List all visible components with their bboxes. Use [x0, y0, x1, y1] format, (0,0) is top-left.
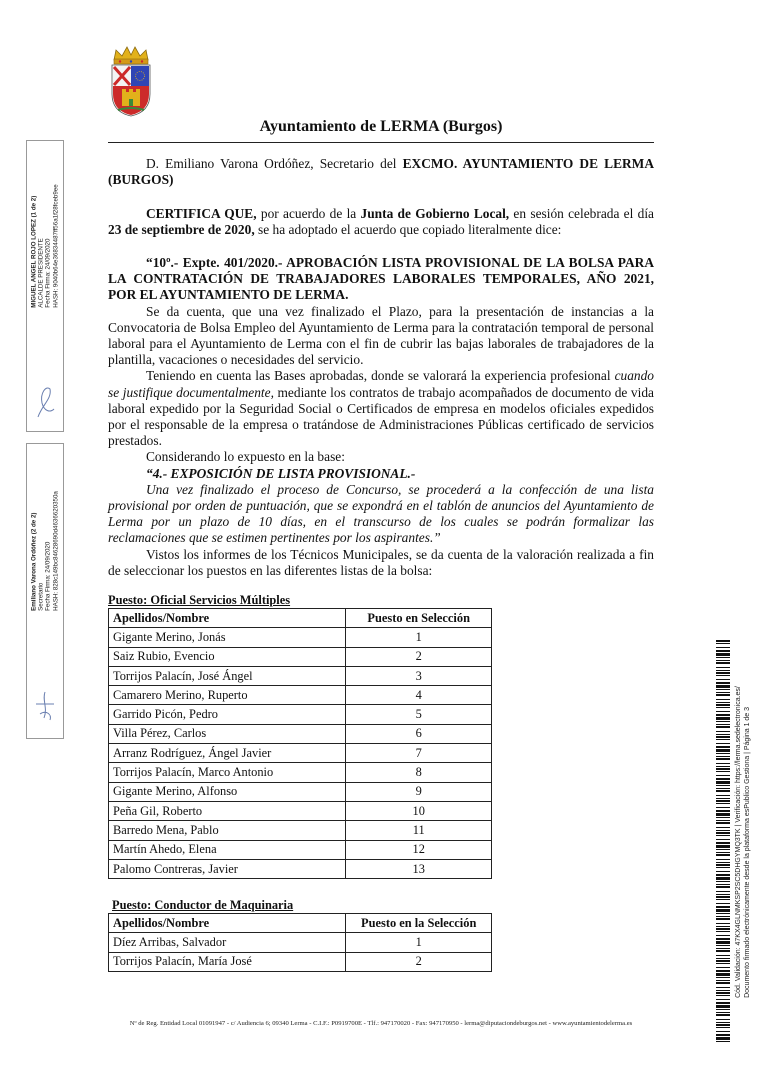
intro-lead: D. Emiliano Varona Ordóñez, Secretario del — [146, 156, 403, 171]
agreement-paragraph-1: Se da cuenta, que una vez finalizado el Plazo, para la presentación de instancias a la Convocatoria de Bolsa Empleo del Ayuntamiento de Lerma para la contratación temporal de personal laboral para el Ayuntamiento de Lerma con el fin de cubrir las bajas laborales de trabajadores de la plantilla, vacaciones o necesidades del servicio. — [108, 303, 654, 368]
barcode-bar — [716, 886, 730, 888]
barcode-bar — [716, 810, 730, 812]
barcode-bar — [716, 813, 730, 816]
barcode-bar — [716, 867, 730, 868]
table-header-row — [109, 914, 492, 933]
base-quote: Una vez finalizado el proceso de Concurso, se procederá a la confección de una lista provisional por orden de puntuación, que se expondrá en el tablón de anuncios del Ayuntamiento de Lerma por un plazo de 10 días, en el transcurso de los cuales se podrán formalizar las reclamaciones que se estimen pertinentes por los aspirantes.” — [108, 481, 654, 546]
cell-position: 9 — [346, 782, 492, 801]
barcode-bar — [716, 724, 730, 725]
table-row — [109, 782, 492, 801]
verification-text — [734, 686, 752, 998]
barcode-bar — [716, 970, 730, 972]
barcode-bar — [716, 852, 730, 853]
barcode-bar — [716, 909, 730, 912]
barcode-bar — [716, 731, 730, 732]
cell-position: 11 — [346, 821, 492, 840]
table-row — [109, 724, 492, 743]
column-header-name: Apellidos/Nombre — [109, 609, 346, 628]
barcode-bar — [716, 721, 730, 722]
open-quote: “ — [146, 255, 153, 270]
column-header-name: Apellidos/Nombre — [109, 914, 346, 933]
barcode-bar — [716, 640, 730, 642]
barcode-bar — [716, 923, 730, 924]
barcode-bar — [716, 807, 730, 808]
barcode-bar — [716, 854, 730, 856]
barcode-bar — [716, 781, 730, 784]
barcode-bar — [716, 1031, 730, 1032]
verification-line-2: Documento firmado electrónicamente desde la plataforma esPublico Gestiona | Página 1 de 3 — [744, 706, 751, 998]
barcode-bar — [716, 926, 730, 927]
cell-position: 1 — [346, 933, 492, 952]
agreement-title-text: 10º.- Expte. 401/2020.- APROBACIÓN LISTA PROVISIONAL DE LA BOLSA PARA LA CONTRATACIÓN DE TRABAJADORES LABORALES TEMPORALES, AÑO 2021, POR EL AYUNTAMIENTO DE LERMA. — [108, 255, 654, 303]
barcode-bar — [716, 768, 730, 770]
barcode-bar — [716, 820, 730, 821]
table-row — [109, 859, 492, 878]
barcode-bar — [716, 928, 730, 930]
barcode-bar — [716, 717, 730, 720]
cell-name: Gigante Merino, Jonás — [109, 628, 346, 647]
footer-text: Nº de Reg. Entidad Local 01091947 - c/ Audiencia 6; 09340 Lerma - C.I.F.: P0919700E - Tlf.: 947170020 - Fax: 947170950 - lerma@diputaciondeburgos.net - www.ayuntamientodelerma.es — [129, 1020, 633, 1027]
barcode-bar — [716, 692, 730, 693]
cell-name: Arranz Rodríguez, Ángel Javier — [109, 744, 346, 763]
barcode-bar — [716, 992, 730, 994]
barcode-bar — [716, 1037, 730, 1040]
certify-date: 23 de septiembre de 2020, — [108, 222, 255, 238]
barcode-bar — [716, 881, 730, 882]
barcode-bar — [716, 830, 730, 831]
barcode-bar — [716, 916, 730, 917]
barcode-bar — [716, 980, 730, 981]
barcode-bar — [716, 667, 730, 668]
barcode-bar — [716, 941, 730, 944]
barcode-bar — [716, 859, 730, 860]
barcode-bar — [716, 694, 730, 696]
barcode-bar — [716, 726, 730, 728]
table-conductor-section — [108, 898, 492, 972]
barcode-bar — [716, 842, 730, 844]
cell-name: Garrido Picón, Pedro — [109, 705, 346, 724]
cell-name: Torrijos Palacín, José Ángel — [109, 666, 346, 685]
barcode-bar — [716, 653, 730, 656]
barcode-bar — [716, 1041, 730, 1042]
barcode-bar — [716, 714, 730, 716]
signer-role: Secretario — [37, 582, 45, 611]
cell-name: Torrijos Palacín, Marco Antonio — [109, 763, 346, 782]
barcode-bar — [716, 913, 730, 914]
barcode-bar — [716, 817, 730, 818]
table-row — [109, 744, 492, 763]
certify-text-1: por acuerdo de la — [256, 206, 361, 221]
table-body — [109, 628, 492, 879]
barcode-bar — [716, 766, 730, 767]
table-row — [109, 933, 492, 952]
intro-paragraph — [108, 156, 654, 188]
column-header-position: Puesto en la Selección — [346, 914, 492, 933]
header-divider — [108, 142, 654, 143]
cell-name: Barredo Mena, Pablo — [109, 821, 346, 840]
coat-of-arms-icon — [106, 44, 156, 118]
barcode-bar — [716, 931, 730, 932]
barcode-bar — [716, 832, 730, 834]
cell-name: Gigante Merino, Alfonso — [109, 782, 346, 801]
barcode-bar — [716, 1005, 730, 1008]
barcode-bar — [716, 958, 730, 959]
barcode-bar — [716, 990, 730, 991]
barcode-bar — [716, 935, 730, 936]
barcode-bar — [716, 702, 730, 703]
barcode-bar — [716, 660, 730, 661]
barcode-bar — [716, 987, 730, 988]
barcode-bar — [716, 672, 730, 674]
barcode-bar — [716, 699, 730, 700]
barcode-bar — [716, 662, 730, 664]
barcode-bar — [716, 1012, 730, 1013]
signature-box-2 — [26, 443, 64, 739]
barcode-bar — [716, 753, 730, 754]
certify-body: Junta de Gobierno Local, — [360, 206, 510, 221]
signature-date: Fecha Firma: 24/09/2020 — [45, 541, 52, 611]
barcode-bar — [716, 827, 730, 828]
barcode-bar — [716, 906, 730, 908]
barcode-bar — [716, 903, 730, 904]
table-row — [109, 628, 492, 647]
table-oficial — [108, 608, 492, 879]
barcode-bar — [716, 950, 730, 952]
table-caption: Puesto: Oficial Servicios Múltiples — [108, 593, 291, 607]
barcode-bar — [716, 689, 730, 690]
barcode-bar — [716, 948, 730, 949]
barcode-bar — [716, 871, 730, 872]
barcode-bar — [716, 835, 730, 836]
table-header-row — [109, 609, 492, 628]
table-row — [109, 686, 492, 705]
barcode-bar — [716, 795, 730, 796]
barcode-bar — [716, 849, 730, 850]
agreement-paragraph-6: Vistos los informes de los Técnicos Municipales, se da cuenta de la valoración realizada a fin de seleccionar los puestos en las diferentes listas de la bolsa: — [108, 546, 654, 578]
cell-name: Saiz Rubio, Evencio — [109, 647, 346, 666]
barcode-bar — [716, 775, 730, 776]
intro-org: EXCMO. AYUNTAMIENTO DE LERMA (BURGOS) — [108, 156, 654, 188]
barcode-bar — [716, 798, 730, 799]
cell-position: 4 — [346, 686, 492, 705]
barcode-bar — [716, 845, 730, 848]
cell-name: Peña Gil, Roberto — [109, 801, 346, 820]
barcode-bar — [716, 896, 730, 898]
barcode-bar — [716, 790, 730, 792]
certify-label: CERTIFICA QUE, — [146, 206, 257, 221]
signature-stamp-icon — [32, 381, 58, 421]
verification-line-1: Cód. Validación: 47KX4GLNMKSP2SC5DHGYMQ3TK | Verificación: https://lerma.sedelectronica.es/ — [735, 686, 742, 998]
barcode-bar — [716, 685, 730, 688]
cell-position: 12 — [346, 840, 492, 859]
p2-text-a: Teniendo en cuenta las Bases aprobadas, donde se valorará la experiencia profesional — [146, 368, 615, 384]
cell-position: 2 — [346, 952, 492, 971]
barcode-bar — [716, 743, 730, 744]
p2-text-b: mediante los contratos de trabajo acompañados de documento de vida laboral expedido por la Seguridad Social o Certificados de empresa en modelos oficiales expedidos por el responsable de la empresa o tratándose de Administraciones Públicas certificado de servicios prestados. — [108, 384, 654, 449]
cell-position: 1 — [346, 628, 492, 647]
barcode-bar — [716, 1009, 730, 1010]
barcode-bar — [716, 746, 730, 748]
agreement-title — [108, 255, 654, 304]
signature-box-1 — [26, 140, 64, 432]
barcode-bar — [716, 982, 730, 984]
barcode-bar — [716, 967, 730, 968]
table-row — [109, 666, 492, 685]
table-conductor — [108, 913, 492, 972]
barcode-bar — [716, 1002, 730, 1004]
cell-position: 3 — [346, 666, 492, 685]
table-body — [109, 933, 492, 972]
p2-italic: cuando se justifique documentalmente, — [108, 368, 654, 400]
barcode-bar — [716, 822, 730, 824]
cell-position: 6 — [346, 724, 492, 743]
barcode-bar — [716, 839, 730, 840]
barcode-bar — [716, 785, 730, 786]
signer-name: MIGUEL ANGEL ROJO LOPEZ (1 de 2) — [30, 195, 38, 308]
barcode-bar — [716, 894, 730, 895]
signature-stamp-icon — [32, 684, 58, 724]
cell-position: 8 — [346, 763, 492, 782]
barcode-bar — [716, 864, 730, 866]
barcode-bar — [716, 891, 730, 892]
certify-text-3: se ha adoptado el acuerdo que copiado literalmente dice: — [254, 222, 562, 238]
barcode-bar — [716, 884, 730, 885]
agreement-paragraph-2 — [108, 368, 654, 449]
signature-text — [31, 491, 60, 611]
barcode-bar — [716, 874, 730, 876]
barcode-bar — [716, 1034, 730, 1036]
barcode-bar — [716, 995, 730, 996]
barcode-bar — [716, 758, 730, 760]
barcode-bar — [716, 670, 730, 671]
barcode-bar — [716, 704, 730, 706]
signer-name: Emiliano Varona Ordóñez (2 de 2) — [30, 512, 38, 611]
barcode-bar — [716, 803, 730, 804]
barcode-bar — [716, 711, 730, 712]
barcode-icon — [716, 640, 730, 1042]
barcode-bar — [716, 1014, 730, 1016]
cell-name: Torrijos Palacín, María José — [109, 952, 346, 971]
barcode-bar — [716, 679, 730, 680]
barcode-bar — [716, 657, 730, 658]
cell-position: 2 — [346, 647, 492, 666]
barcode-bar — [716, 960, 730, 962]
barcode-bar — [716, 734, 730, 735]
barcode-bar — [716, 973, 730, 976]
barcode-bar — [716, 736, 730, 738]
barcode-bar — [716, 955, 730, 956]
barcode-bar — [716, 963, 730, 964]
cell-position: 7 — [346, 744, 492, 763]
barcode-bar — [716, 945, 730, 946]
barcode-bar — [716, 1027, 730, 1028]
barcode-bar — [716, 749, 730, 752]
barcode-bar — [716, 778, 730, 780]
signature-hash: HASH: 9040b64e36834487ff56a1f28fceb9ee — [52, 184, 60, 308]
agreement-paragraph-3: Considerando lo expuesto en la base: — [146, 449, 345, 465]
cell-name: Camarero Merino, Ruperto — [109, 686, 346, 705]
barcode-bar — [716, 1024, 730, 1026]
certify-text-2: en sesión celebrada el día — [509, 206, 654, 221]
barcode-bar — [716, 763, 730, 764]
barcode-bar — [716, 977, 730, 978]
page-title: Ayuntamiento de LERMA (Burgos) — [259, 118, 503, 135]
barcode-bar — [716, 877, 730, 880]
signer-role: ALCALDE PRESIDENTE — [37, 238, 45, 308]
barcode-bar — [716, 675, 730, 676]
signature-hash: HASH: 828c149bc84628690d4636620350a — [52, 491, 60, 611]
barcode-bar — [716, 682, 730, 684]
base-heading: “4.- EXPOSICIÓN DE LISTA PROVISIONAL.- — [146, 465, 416, 481]
cell-name: Martín Ahedo, Elena — [109, 840, 346, 859]
barcode-bar — [716, 938, 730, 940]
cell-name: Villa Pérez, Carlos — [109, 724, 346, 743]
cell-position: 10 — [346, 801, 492, 820]
barcode-bar — [716, 999, 730, 1000]
table-oficial-section — [108, 593, 492, 879]
barcode-bar — [716, 756, 730, 757]
table-row — [109, 647, 492, 666]
barcode-bar — [716, 707, 730, 708]
column-header-position: Puesto en Selección — [346, 609, 492, 628]
barcode-bar — [716, 862, 730, 863]
barcode-bar — [716, 739, 730, 740]
cell-position: 5 — [346, 705, 492, 724]
table-row — [109, 821, 492, 840]
cell-name: Palomo Contreras, Javier — [109, 859, 346, 878]
table-row — [109, 763, 492, 782]
signature-text — [31, 184, 60, 307]
table-row — [109, 705, 492, 724]
table-row — [109, 952, 492, 971]
cell-name: Díez Arribas, Salvador — [109, 933, 346, 952]
table-row — [109, 801, 492, 820]
barcode-bar — [716, 788, 730, 789]
signature-date: Fecha Firma: 24/09/2020 — [45, 238, 52, 308]
barcode-bar — [716, 1022, 730, 1023]
barcode-bar — [716, 771, 730, 772]
barcode-bar — [716, 1019, 730, 1020]
barcode-bar — [716, 800, 730, 802]
table-row — [109, 840, 492, 859]
barcode-bar — [716, 650, 730, 652]
agreement-block — [108, 255, 654, 579]
barcode-bar — [716, 643, 730, 644]
table-caption: Puesto: Conductor de Maquinaria — [112, 898, 294, 912]
barcode-bar — [716, 647, 730, 648]
barcode-bar — [716, 918, 730, 920]
barcode-bar — [716, 899, 730, 900]
certify-paragraph — [108, 206, 654, 238]
cell-position: 13 — [346, 859, 492, 878]
